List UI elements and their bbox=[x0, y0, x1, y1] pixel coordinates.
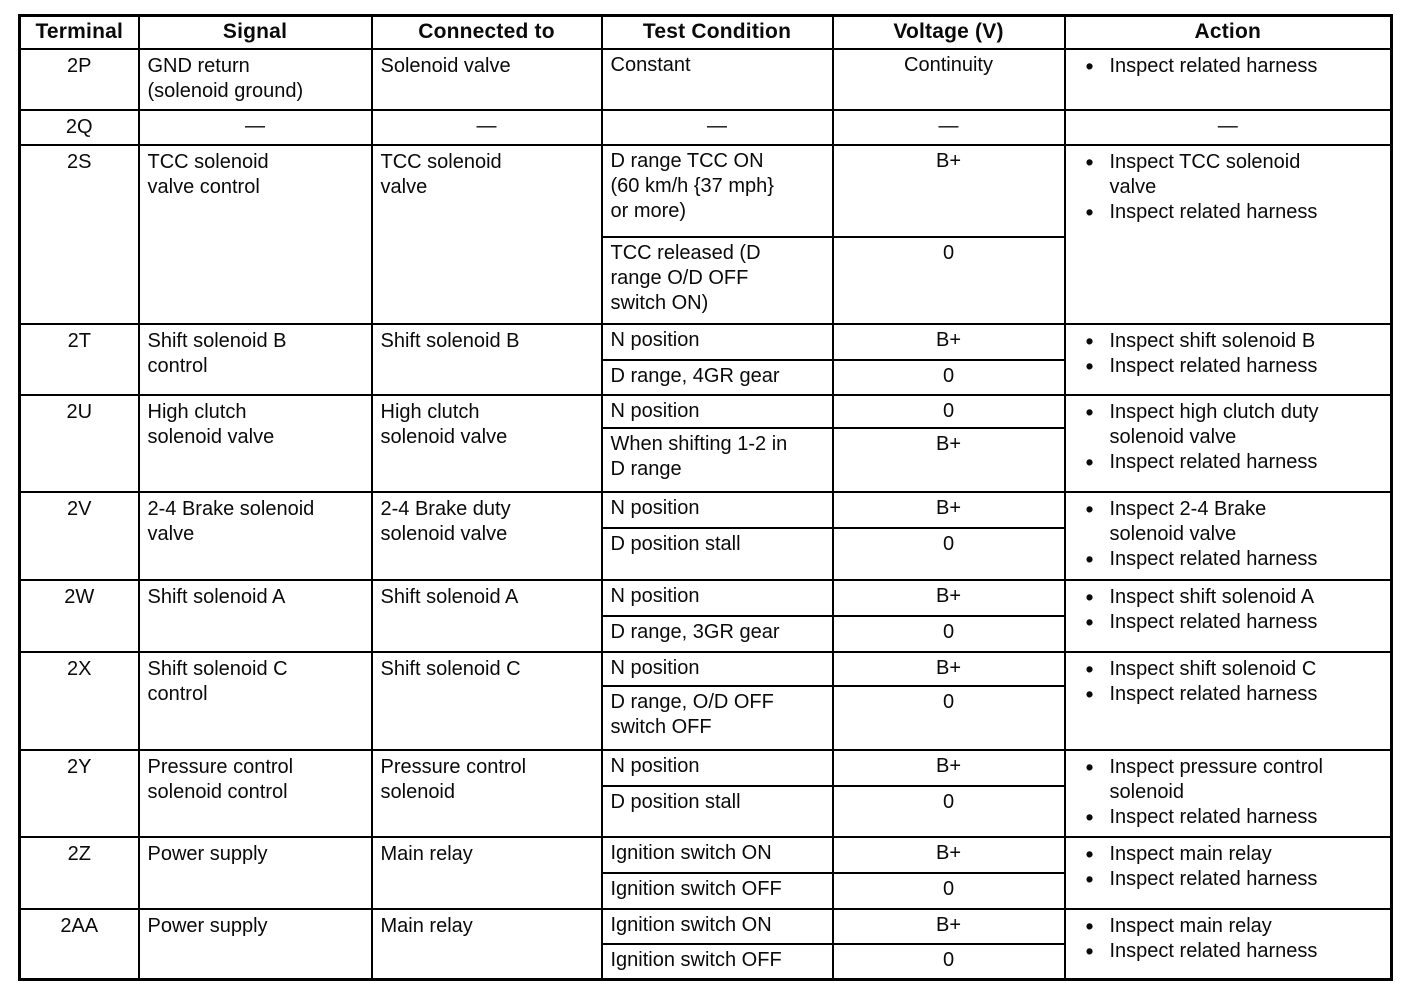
action-item: • Inspect high clutch duty solenoid valve bbox=[1074, 400, 1336, 450]
action-list bbox=[1074, 842, 1387, 892]
terminal-cell: 2Z bbox=[20, 837, 139, 909]
action-item: • Inspect related harness bbox=[1074, 867, 1336, 892]
voltage-cell: — bbox=[833, 110, 1065, 145]
terminal-cell: 2P bbox=[20, 49, 139, 110]
voltage-cell: 0 bbox=[833, 786, 1065, 837]
terminal-cell: 2Q bbox=[20, 110, 139, 145]
voltage-cell: Continuity bbox=[833, 49, 1065, 110]
action-list bbox=[1074, 329, 1387, 379]
table-row-2q bbox=[20, 110, 1392, 145]
signal-cell: Pressure control solenoid control bbox=[139, 750, 372, 837]
action-list bbox=[1074, 400, 1387, 474]
action-item: • Inspect related harness bbox=[1074, 805, 1336, 830]
voltage-cell: B+ bbox=[833, 750, 1065, 786]
connected-to-cell: TCC solenoid valve bbox=[372, 145, 602, 324]
voltage-cell: 0 bbox=[833, 360, 1065, 395]
header-test-condition: Test Condition bbox=[602, 16, 833, 50]
terminal-cell: 2W bbox=[20, 580, 139, 652]
header-connected-to: Connected to bbox=[372, 16, 602, 50]
test-condition-cell: N position bbox=[602, 492, 833, 528]
action-item: • Inspect related harness bbox=[1074, 939, 1336, 964]
terminal-cell: 2AA bbox=[20, 909, 139, 979]
action-item: • Inspect 2-4 Brake solenoid valve bbox=[1074, 497, 1336, 547]
action-cell bbox=[1065, 492, 1392, 580]
header-signal: Signal bbox=[139, 16, 372, 50]
action-item: • Inspect related harness bbox=[1074, 54, 1336, 79]
test-condition-cell: N position bbox=[602, 652, 833, 686]
action-list bbox=[1074, 497, 1387, 571]
header-voltage: Voltage (V) bbox=[833, 16, 1065, 50]
connected-to-cell: — bbox=[372, 110, 602, 145]
table-header bbox=[20, 16, 1392, 50]
action-cell bbox=[1065, 909, 1392, 979]
voltage-cell: B+ bbox=[833, 909, 1065, 944]
table-row-2v bbox=[20, 492, 1392, 528]
action-cell bbox=[1065, 145, 1392, 324]
test-condition-cell: When shifting 1-2 in D range bbox=[602, 428, 833, 492]
header-action: Action bbox=[1065, 16, 1392, 50]
test-condition-cell: D range, 3GR gear bbox=[602, 616, 833, 652]
action-item: • Inspect related harness bbox=[1074, 682, 1336, 707]
action-item: • Inspect shift solenoid B bbox=[1074, 329, 1336, 354]
voltage-cell: B+ bbox=[833, 324, 1065, 360]
terminal-voltage-table bbox=[18, 14, 1393, 981]
table-row-2p bbox=[20, 49, 1392, 110]
voltage-cell: 0 bbox=[833, 616, 1065, 652]
signal-cell: Shift solenoid C control bbox=[139, 652, 372, 750]
test-condition-cell: Ignition switch ON bbox=[602, 837, 833, 873]
voltage-cell: 0 bbox=[833, 395, 1065, 428]
table-row-2s bbox=[20, 145, 1392, 237]
signal-cell: Power supply bbox=[139, 909, 372, 979]
action-list bbox=[1074, 657, 1387, 707]
signal-cell: TCC solenoid valve control bbox=[139, 145, 372, 324]
action-list bbox=[1074, 914, 1387, 964]
action-item: • Inspect related harness bbox=[1074, 547, 1336, 572]
connected-to-cell: High clutch solenoid valve bbox=[372, 395, 602, 492]
connected-to-cell: Shift solenoid B bbox=[372, 324, 602, 395]
test-condition-cell: D position stall bbox=[602, 528, 833, 580]
terminal-cell: 2S bbox=[20, 145, 139, 324]
action-item: • Inspect TCC solenoid valve bbox=[1074, 150, 1336, 200]
voltage-cell: B+ bbox=[833, 837, 1065, 873]
terminal-cell: 2X bbox=[20, 652, 139, 750]
voltage-cell: 0 bbox=[833, 873, 1065, 909]
test-condition-cell: Ignition switch ON bbox=[602, 909, 833, 944]
action-list bbox=[1074, 150, 1387, 224]
test-condition-cell: D position stall bbox=[602, 786, 833, 837]
connected-to-cell: 2-4 Brake duty solenoid valve bbox=[372, 492, 602, 580]
action-item: • Inspect related harness bbox=[1074, 200, 1336, 225]
test-condition-cell: — bbox=[602, 110, 833, 145]
test-condition-cell: N position bbox=[602, 580, 833, 616]
header-terminal: Terminal bbox=[20, 16, 139, 50]
test-condition-cell: Ignition switch OFF bbox=[602, 944, 833, 979]
test-condition-cell: Ignition switch OFF bbox=[602, 873, 833, 909]
test-condition-cell: N position bbox=[602, 750, 833, 786]
action-item: • Inspect related harness bbox=[1074, 610, 1336, 635]
test-condition-cell: N position bbox=[602, 324, 833, 360]
connected-to-cell: Shift solenoid C bbox=[372, 652, 602, 750]
signal-cell: High clutch solenoid valve bbox=[139, 395, 372, 492]
signal-cell: Shift solenoid A bbox=[139, 580, 372, 652]
table-row-2y bbox=[20, 750, 1392, 786]
action-list bbox=[1074, 585, 1387, 635]
voltage-cell: B+ bbox=[833, 580, 1065, 616]
signal-cell: Shift solenoid B control bbox=[139, 324, 372, 395]
action-item: • Inspect main relay bbox=[1074, 914, 1336, 939]
action-item: • Inspect shift solenoid C bbox=[1074, 657, 1336, 682]
action-cell bbox=[1065, 324, 1392, 395]
action-list bbox=[1074, 54, 1387, 79]
test-condition-cell: D range, 4GR gear bbox=[602, 360, 833, 395]
action-item: • Inspect main relay bbox=[1074, 842, 1336, 867]
connected-to-cell: Shift solenoid A bbox=[372, 580, 602, 652]
terminal-cell: 2V bbox=[20, 492, 139, 580]
table-row-2t bbox=[20, 324, 1392, 360]
voltage-cell: B+ bbox=[833, 145, 1065, 237]
test-condition-cell: D range, O/D OFF switch OFF bbox=[602, 686, 833, 750]
signal-cell: — bbox=[139, 110, 372, 145]
action-cell bbox=[1065, 395, 1392, 492]
action-list bbox=[1074, 755, 1387, 829]
test-condition-cell: D range TCC ON (60 km/h {37 mph} or more) bbox=[602, 145, 833, 237]
action-cell bbox=[1065, 49, 1392, 110]
voltage-cell: 0 bbox=[833, 528, 1065, 580]
action-cell bbox=[1065, 750, 1392, 837]
action-item: • Inspect pressure control solenoid bbox=[1074, 755, 1336, 805]
action-cell: — bbox=[1065, 110, 1392, 145]
connected-to-cell: Main relay bbox=[372, 909, 602, 979]
test-condition-cell: N position bbox=[602, 395, 833, 428]
action-cell bbox=[1065, 652, 1392, 750]
voltage-cell: B+ bbox=[833, 428, 1065, 492]
terminal-cell: 2Y bbox=[20, 750, 139, 837]
test-condition-cell: TCC released (D range O/D OFF switch ON) bbox=[602, 237, 833, 324]
action-item: • Inspect related harness bbox=[1074, 354, 1336, 379]
signal-cell: 2-4 Brake solenoid valve bbox=[139, 492, 372, 580]
table-row-2u bbox=[20, 395, 1392, 428]
test-condition-cell: Constant bbox=[602, 49, 833, 110]
terminal-cell: 2U bbox=[20, 395, 139, 492]
action-cell bbox=[1065, 580, 1392, 652]
voltage-cell: B+ bbox=[833, 492, 1065, 528]
action-item: • Inspect related harness bbox=[1074, 450, 1336, 475]
signal-cell: GND return (solenoid ground) bbox=[139, 49, 372, 110]
terminal-cell: 2T bbox=[20, 324, 139, 395]
connected-to-cell: Pressure control solenoid bbox=[372, 750, 602, 837]
signal-cell: Power supply bbox=[139, 837, 372, 909]
table-row-2x bbox=[20, 652, 1392, 686]
connected-to-cell: Main relay bbox=[372, 837, 602, 909]
connected-to-cell: Solenoid valve bbox=[372, 49, 602, 110]
table-row-2w bbox=[20, 580, 1392, 616]
voltage-cell: 0 bbox=[833, 237, 1065, 324]
action-cell bbox=[1065, 837, 1392, 909]
table-row-2z bbox=[20, 837, 1392, 873]
table-row-2aa bbox=[20, 909, 1392, 944]
voltage-cell: B+ bbox=[833, 652, 1065, 686]
voltage-cell: 0 bbox=[833, 944, 1065, 979]
voltage-cell: 0 bbox=[833, 686, 1065, 750]
action-item: • Inspect shift solenoid A bbox=[1074, 585, 1336, 610]
